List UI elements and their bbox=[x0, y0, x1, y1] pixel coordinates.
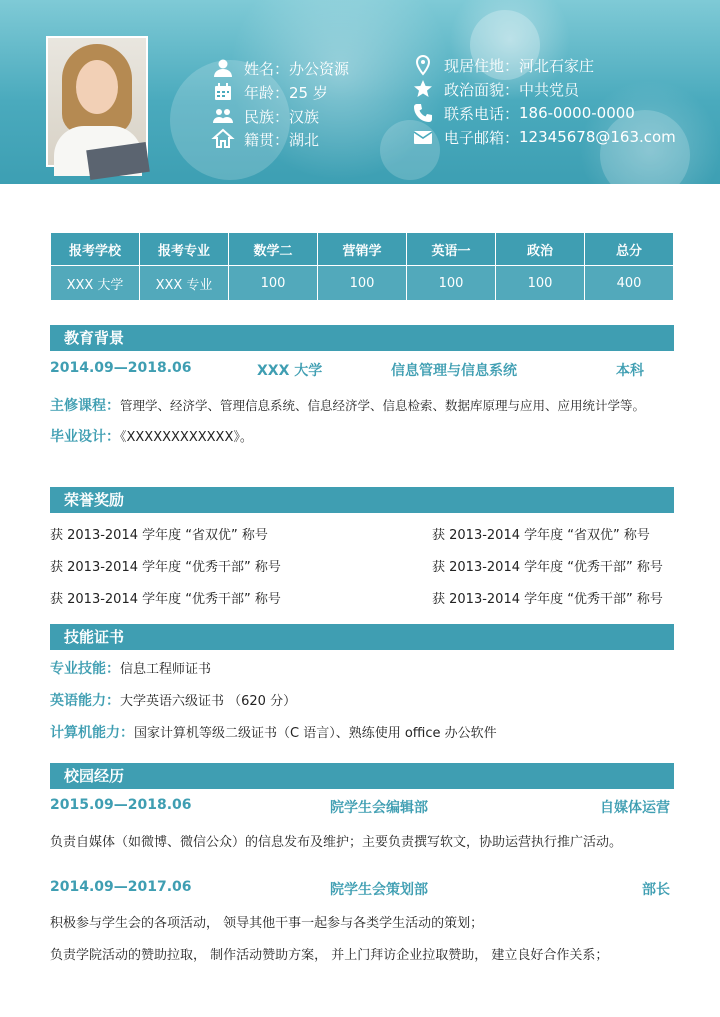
info-name bbox=[212, 56, 349, 80]
skill-eng-label: 英语能力： bbox=[50, 693, 120, 709]
info-email bbox=[412, 125, 676, 149]
honors-list bbox=[50, 520, 674, 607]
campus-period: 2015.09—2018.06 bbox=[50, 797, 192, 813]
envelope-icon bbox=[412, 127, 434, 147]
campus-line: 负责自媒体（如微博、微信公众）的信息发布及维护；主要负责撰写软文，协助运营执行推广活动。 bbox=[50, 835, 623, 850]
section-title-skills: 技能证书 bbox=[50, 624, 674, 650]
info-ethnicity bbox=[212, 104, 319, 128]
campus-org: 院学生会编辑部 bbox=[330, 800, 428, 816]
score-value-row bbox=[51, 266, 674, 301]
education-courses-row bbox=[50, 395, 674, 415]
value-total: 400 bbox=[585, 266, 674, 301]
skill-eng-value: 大学英语六级证书 （620 分） bbox=[120, 694, 297, 709]
calendar-icon bbox=[212, 82, 234, 102]
age-label: 年龄： bbox=[244, 83, 290, 102]
skill-pro-row bbox=[50, 658, 211, 678]
skill-computer-value: 国家计算机等级二级证书（C 语言）、熟练使用 office 办公软件 bbox=[134, 726, 497, 741]
profile-photo bbox=[46, 36, 148, 167]
value-major: XXX 专业 bbox=[140, 266, 229, 301]
value-politics: 100 bbox=[496, 266, 585, 301]
value-english: 100 bbox=[407, 266, 496, 301]
value-marketing: 100 bbox=[318, 266, 407, 301]
header-marketing: 营销学 bbox=[318, 233, 407, 266]
courses-label: 主修课程： bbox=[50, 398, 120, 414]
phone-label: 联系电话： bbox=[444, 104, 520, 123]
education-degree: 本科 bbox=[616, 363, 644, 379]
section-title-education: 教育背景 bbox=[50, 325, 674, 351]
info-age bbox=[212, 80, 328, 104]
header-english: 英语一 bbox=[407, 233, 496, 266]
phone-icon bbox=[412, 103, 434, 123]
header-school: 报考学校 bbox=[51, 233, 140, 266]
campus-role: 自媒体运营 bbox=[600, 800, 670, 816]
header-math: 数学二 bbox=[229, 233, 318, 266]
name-label: 姓名： bbox=[244, 59, 290, 78]
campus-line: 负责学院活动的赞助拉取， 制作活动赞助方案， 并上门拜访企业拉取赞助， 建立良好合作关系； bbox=[50, 948, 609, 963]
score-header-row bbox=[51, 233, 674, 266]
info-politics bbox=[412, 77, 579, 101]
honor-item: 获 2013-2014 学年度 “省双优” 称号 bbox=[50, 528, 268, 543]
header-total: 总分 bbox=[585, 233, 674, 266]
exam-score-table bbox=[50, 232, 674, 301]
honor-item: 获 2013-2014 学年度 “优秀干部” 称号 bbox=[50, 592, 281, 607]
section-title-honors: 荣誉奖励 bbox=[50, 487, 674, 513]
skill-pro-label: 专业技能： bbox=[50, 661, 120, 677]
honor-item: 获 2013-2014 学年度 “省双优” 称号 bbox=[432, 528, 650, 543]
residence-value: 河北石家庄 bbox=[519, 56, 595, 75]
honor-item: 获 2013-2014 学年度 “优秀干部” 称号 bbox=[432, 592, 663, 607]
hometown-label: 籍贯： bbox=[244, 130, 290, 149]
ethnicity-value: 汉族 bbox=[289, 107, 320, 126]
education-period: 2014.09—2018.06 bbox=[50, 360, 192, 376]
politics-label: 政治面貌： bbox=[444, 80, 520, 99]
info-phone bbox=[412, 101, 635, 125]
campus-line: 积极参与学生会的各项活动， 领导其他干事一起参与各类学生活动的策划； bbox=[50, 916, 484, 931]
education-major: 信息管理与信息系统 bbox=[391, 363, 517, 379]
header-banner bbox=[0, 0, 720, 184]
thesis-value: 《XXXXXXXXXXXX》。 bbox=[120, 430, 253, 445]
info-hometown bbox=[212, 127, 319, 151]
header-major: 报考专业 bbox=[140, 233, 229, 266]
value-math: 100 bbox=[229, 266, 318, 301]
age-value: 25 岁 bbox=[289, 83, 328, 102]
email-value: 12345678@163.com bbox=[519, 128, 676, 146]
phone-value: 186-0000-0000 bbox=[519, 104, 635, 122]
honor-item: 获 2013-2014 学年度 “优秀干部” 称号 bbox=[432, 560, 663, 575]
star-icon bbox=[412, 79, 434, 99]
residence-label: 现居住地： bbox=[444, 56, 520, 75]
name-value: 办公资源 bbox=[289, 59, 350, 78]
person-icon bbox=[212, 58, 234, 78]
education-school: XXX 大学 bbox=[257, 363, 323, 379]
email-label: 电子邮箱： bbox=[444, 128, 520, 147]
group-icon bbox=[212, 106, 234, 126]
header-politics: 政治 bbox=[496, 233, 585, 266]
value-school: XXX 大学 bbox=[51, 266, 140, 301]
ethnicity-label: 民族： bbox=[244, 107, 290, 126]
campus-org: 院学生会策划部 bbox=[330, 882, 428, 898]
honor-item: 获 2013-2014 学年度 “优秀干部” 称号 bbox=[50, 560, 281, 575]
politics-value: 中共党员 bbox=[519, 80, 580, 99]
skill-computer-row bbox=[50, 722, 497, 742]
home-icon bbox=[212, 129, 234, 149]
education-thesis-row bbox=[50, 426, 674, 446]
skill-pro-value: 信息工程师证书 bbox=[120, 662, 212, 677]
thesis-label: 毕业设计： bbox=[50, 429, 120, 445]
location-pin-icon bbox=[412, 55, 434, 75]
section-title-campus: 校园经历 bbox=[50, 763, 674, 789]
skill-computer-label: 计算机能力： bbox=[50, 725, 134, 741]
campus-period: 2014.09—2017.06 bbox=[50, 879, 192, 895]
skills-list bbox=[50, 656, 674, 741]
info-residence bbox=[412, 53, 594, 77]
campus-role: 部长 bbox=[642, 882, 670, 898]
courses-value: 管理学、经济学、管理信息系统、信息经济学、信息检索、数据库原理与应用、应用统计学等。 bbox=[120, 398, 646, 413]
skill-eng-row bbox=[50, 690, 296, 710]
hometown-value: 湖北 bbox=[289, 130, 320, 149]
